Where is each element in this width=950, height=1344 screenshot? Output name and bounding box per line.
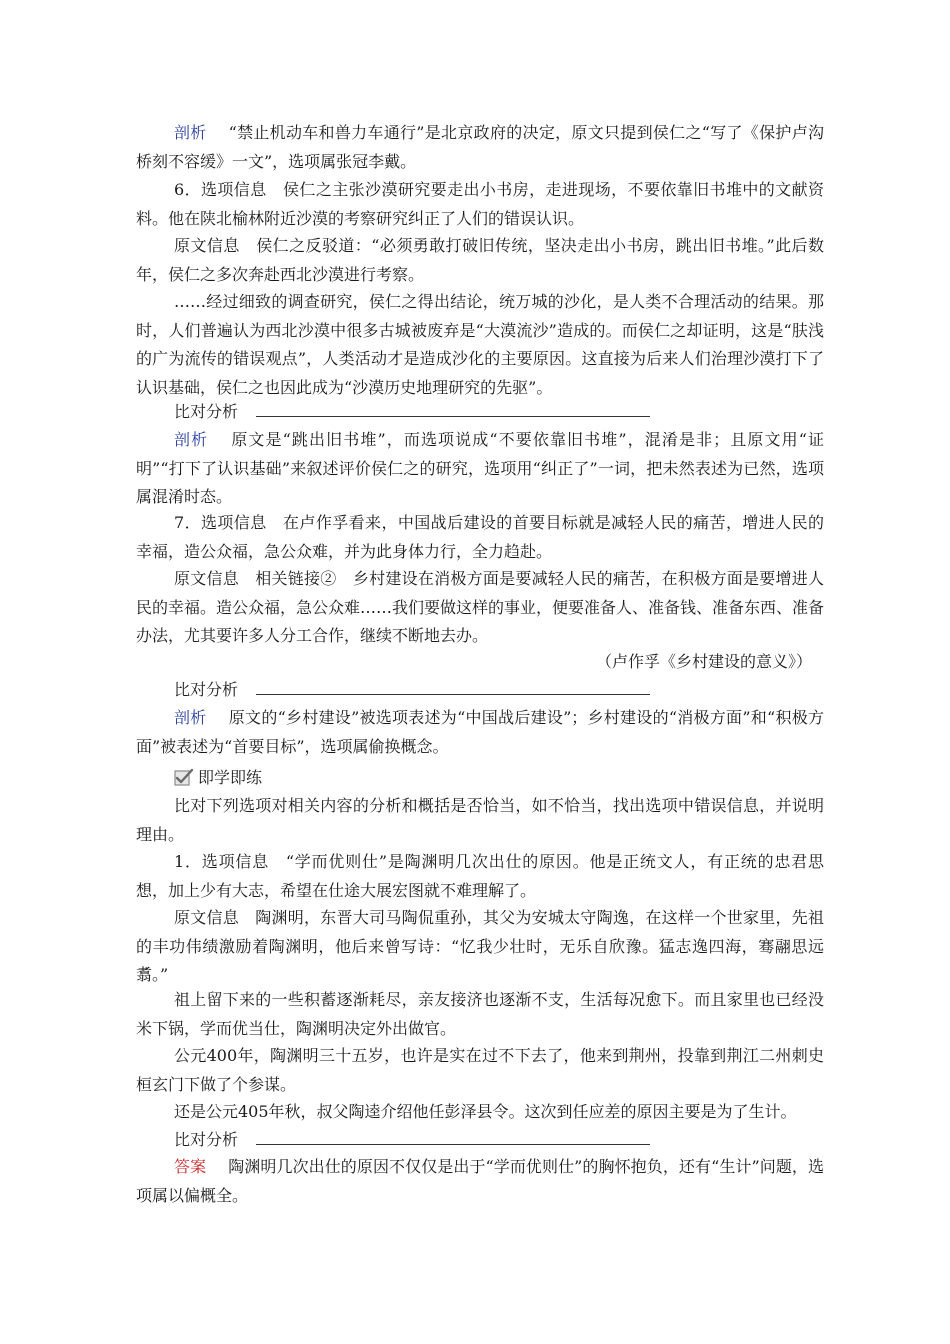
comparison-analysis-label: 比对分析 (174, 680, 239, 699)
paragraph-original-6-cont (136, 288, 824, 402)
checkbox-icon (174, 767, 194, 785)
answer-blank-line[interactable] (256, 694, 650, 695)
comparison-analysis-label: 比对分析 (174, 1130, 239, 1149)
paragraph-label: 剖析 (174, 123, 207, 142)
paragraph-analysis-1 (136, 119, 824, 176)
practice-heading-text: 即学即练 (198, 768, 263, 787)
paragraph-text: 陶渊明几次出仕的原因不仅仅是出于“学而优则仕”的胸怀抱负，还有“生计”问题，选项属以偏概全。 (136, 1157, 824, 1205)
paragraph-label: 剖析 (174, 708, 207, 727)
answer-blank-line[interactable] (256, 1144, 650, 1145)
paragraph-text: 原文信息 相关链接② 乡村建设在消极方面是要减轻人民的痛苦，在积极方面是要增进人民的幸福。造公众福，急公众难……我们要做这样的事业，便要准备人、准备钱、准备东西、准备办法，尤其要许多人分工合作，继续不断地去办。 (136, 569, 825, 646)
paragraph-text: 6．选项信息 侯仁之主张沙漠研究要走出小书房，走进现场，不要依靠旧书堆中的文献资料。他在陕北榆林附近沙漠的考察研究纠正了人们的错误认识。 (136, 180, 824, 228)
paragraph-original-1-cont-b (136, 1042, 824, 1099)
paragraph-original-7 (136, 565, 824, 651)
practice-heading (174, 764, 262, 792)
paragraph-text: 1．选项信息 “学而优则仕”是陶渊明几次出仕的原因。他是正统文人，有正统的忠君思想，加上少有大志，希望在仕途大展宏图就不难理解了。 (136, 852, 824, 900)
paragraph-text: ……经过细致的调查研究，侯仁之得出结论，统万城的沙化，是人类不合理活动的结果。那时，人们普遍认为西北沙漠中很多古城被废弃是“大漠流沙”造成的。而侯仁之却证明，这是“肤浅的广为流传的错误观点”，人类活动才是造成沙化的主要原因。这直接为后来人们治理沙漠打下了认识基础，侯仁之也因此成为“沙漠历史地理研究的先驱”。 (136, 292, 824, 397)
paragraph-original-1-cont-a (136, 986, 824, 1043)
paragraph-text: 原文信息 侯仁之反驳道：“必须勇敢打破旧传统，坚决走出小书房，跳出旧书堆。”此后数年，侯仁之多次奔赴西北沙漠进行考察。 (136, 236, 824, 284)
paragraph-text: 原文是“跳出旧书堆”，而选项说成“不要依靠旧书堆”，混淆是非；且原文用“证明”“打下了认识基础”来叙述评价侯仁之的研究，选项用“纠正了”一词，把未然表述为已然，选项属混淆时态。 (136, 430, 824, 507)
paragraph-original-1-cont-c (136, 1098, 824, 1127)
paragraph-option-7 (136, 509, 824, 566)
paragraph-analysis-3 (136, 704, 824, 761)
paragraph-answer (136, 1153, 824, 1210)
paragraph-option-1 (136, 848, 824, 905)
paragraph-text: 原文信息 陶渊明，东晋大司马陶侃重孙，其父为安城太守陶逸，在这样一个世家里，先祖的丰功伟绩激励着陶渊明，他后来曾写诗：“忆我少壮时，无乐自欣豫。猛志逸四海，骞翮思远翥。” (136, 908, 824, 985)
paragraph-analysis-2 (136, 426, 824, 512)
paragraph-label: 答案 (174, 1157, 207, 1176)
comparison-analysis-row-2 (174, 676, 650, 704)
paragraph-text: 7．选项信息 在卢作孚看来，中国战后建设的首要目标就是减轻人民的痛苦，增进人民的幸福，造公众福，急公众难，并为此身体力行，全力趋赴。 (136, 513, 824, 561)
paragraph-original-1 (136, 904, 824, 990)
paragraph-instructions (136, 792, 824, 849)
paragraph-original-6 (136, 232, 824, 289)
citation: （卢作孚《乡村建设的意义》） (595, 652, 812, 671)
paragraph-text: 比对下列选项对相关内容的分析和概括是否恰当，如不恰当，找出选项中错误信息，并说明理由。 (136, 796, 824, 844)
comparison-analysis-row-3 (174, 1126, 650, 1154)
comparison-analysis-row-1 (174, 398, 650, 426)
answer-blank-line[interactable] (256, 416, 650, 417)
paragraph-text: “禁止机动车和兽力车通行”是北京政府的决定，原文只提到侯仁之“写了《保护卢沟桥刻不容缓》一文”，选项属张冠李戴。 (136, 123, 824, 171)
comparison-analysis-label: 比对分析 (174, 402, 239, 421)
paragraph-text: 原文的“乡村建设”被选项表述为“中国战后建设”；乡村建设的“消极方面”和“积极方面”被表述为“首要目标”，选项属偷换概念。 (136, 708, 824, 756)
paragraph-text: 公元400年，陶渊明三十五岁，也许是实在过不下去了，他来到荆州，投靠到荆江二州刺史桓玄门下做了个参谋。 (136, 1046, 824, 1094)
paragraph-text: 祖上留下来的一些积蓄逐渐耗尽，亲友接济也逐渐不支，生活每况愈下。而且家里也已经没米下锅，学而优当仕，陶渊明决定外出做官。 (136, 990, 824, 1038)
paragraph-option-6 (136, 176, 824, 233)
paragraph-label: 剖析 (174, 430, 209, 449)
paragraph-text: 还是公元405年秋，叔父陶逵介绍他任彭泽县令。这次到任应差的原因主要是为了生计。 (174, 1102, 797, 1121)
